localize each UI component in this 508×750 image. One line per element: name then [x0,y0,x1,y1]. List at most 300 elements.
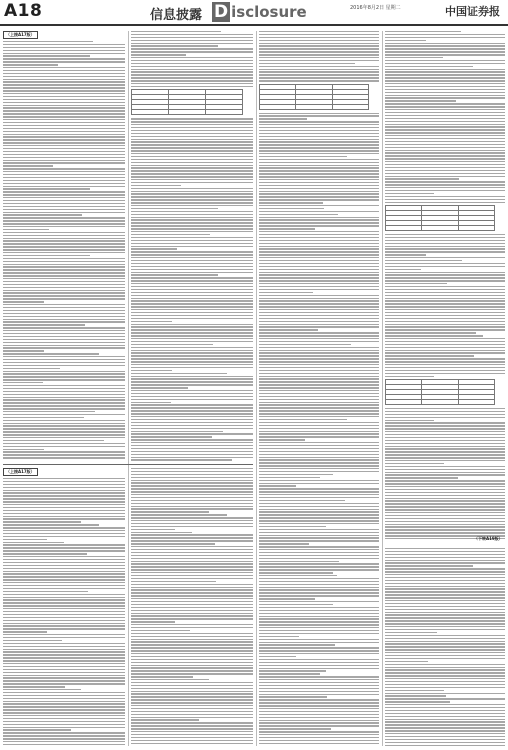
text-line [131,396,253,397]
text-line [131,532,192,533]
text-line [259,361,379,362]
text-line [131,656,253,657]
text-line [385,498,505,499]
text-line [3,255,90,256]
text-line [385,298,505,299]
text-line [3,107,125,108]
text-line [3,342,125,343]
text-line [3,732,125,733]
text-line [259,407,379,408]
text-line [3,171,125,172]
text-line [131,584,253,585]
text-line [385,361,505,362]
text-line [3,576,125,577]
text-line [3,689,81,690]
text-line [385,69,505,70]
text-line [3,556,125,557]
text-line [385,193,434,194]
text-line [385,266,505,267]
text-line [3,440,104,441]
text-line [3,735,125,736]
text-line [259,352,379,353]
text-line [259,500,345,501]
text-line [131,613,253,614]
text-line [385,745,505,746]
text-line [3,640,62,641]
text-line [3,350,44,351]
text-line [259,517,379,518]
text-line [131,312,253,313]
text-line [3,623,125,624]
text-line [3,382,43,383]
text-line [385,92,505,93]
text-line [259,665,379,666]
text-line [3,249,125,250]
text-line [131,480,253,481]
text-line [131,422,253,423]
text-line [131,277,253,278]
text-line [385,612,505,613]
text-line [385,126,505,127]
text-line [131,217,253,218]
text-line [131,243,253,244]
text-line [259,191,379,192]
text-line [259,720,379,721]
text-line [259,549,379,550]
text-line [3,625,125,626]
text-line [3,113,125,114]
text-line [3,504,125,505]
text-line [385,524,505,525]
text-line [259,335,379,336]
text-line [385,260,462,261]
text-line [385,66,473,67]
text-line [131,162,253,163]
continued-to-note: （下转A19版） [474,536,503,541]
text-line [259,442,379,443]
text-line [131,644,253,645]
text-line [3,533,125,534]
text-line [385,109,505,110]
text-line [3,191,125,192]
text-line [131,477,253,478]
text-line [131,173,253,174]
text-line [131,83,253,84]
text-line [131,633,253,634]
text-line [385,486,505,487]
text-line [131,384,253,385]
text-line [385,500,505,501]
text-line [259,272,379,273]
text-line [259,130,379,131]
text-line [259,691,379,692]
text-line [3,206,125,207]
text-line [259,378,379,379]
text-line [385,518,505,519]
text-line [259,410,379,411]
text-line [3,481,125,482]
text-line [385,492,505,493]
text-line [385,272,505,273]
text-line [385,678,505,679]
text-line [385,713,505,714]
text-line [259,188,379,189]
text-line [131,121,253,122]
text-line [385,83,505,84]
text-line [131,537,253,538]
text-line [385,472,505,473]
text-line [131,699,253,700]
text-line [3,675,125,676]
text-line [385,141,505,142]
text-line [259,621,379,622]
text-line [131,199,253,200]
text-line [259,376,379,377]
text-line [3,518,125,519]
text-line [259,595,379,596]
text-line [259,474,333,475]
text-line [385,321,505,322]
text-line [259,367,379,368]
text-line [259,127,379,128]
text-line [131,185,181,186]
text-line [3,180,125,181]
text-line [131,714,253,715]
text-line [131,639,253,640]
text-line [131,399,253,400]
text-line [131,315,253,316]
text-line [3,186,125,187]
section-title-en [212,2,316,22]
text-line [131,329,253,330]
text-line [131,540,253,541]
text-line [259,170,379,171]
text-line [259,569,379,570]
text-line [385,515,505,516]
text-line [259,399,379,400]
text-line [131,702,253,703]
text-line [3,521,81,522]
text-line [259,514,379,515]
text-line [3,232,125,233]
text-line [131,508,253,509]
text-line [259,165,379,166]
text-line [259,69,379,70]
text-line [3,310,125,311]
newspaper-name: 中国证券报 [445,5,500,18]
text-line [259,173,379,174]
text-line [131,601,253,602]
text-line [385,428,505,429]
text-line [131,298,253,299]
text-line [131,682,253,683]
text-line [385,199,505,200]
text-line [131,413,253,414]
text-line [385,672,505,673]
text-line [385,161,505,162]
text-line [385,506,505,507]
text-line [259,222,379,223]
text-line [3,712,125,713]
text-line [131,234,210,235]
text-line [259,381,379,382]
text-line [131,130,253,131]
text-line [385,63,505,64]
text-line [259,133,379,134]
text-line [131,673,253,674]
text-line [3,290,125,291]
text-line [3,151,125,152]
text-line [3,214,82,215]
text-line [259,468,379,469]
text-line [131,653,253,654]
section-title-cn: 信息披露 [150,8,203,23]
text-line [385,603,505,604]
text-line [259,300,379,301]
text-line [385,373,505,374]
text-line [385,355,474,356]
text-line [131,156,253,157]
text-line [259,80,379,81]
text-line [385,695,446,696]
text-line [131,335,253,336]
text-line [259,402,379,403]
text-line [385,483,505,484]
text-line [131,205,253,206]
text-line [3,81,125,82]
text-line [385,716,505,717]
text-line [259,422,379,423]
text-line [131,404,253,405]
text-line [385,237,505,238]
text-line [131,514,227,515]
text-line [385,190,505,191]
text-line [259,136,379,137]
text-line [131,45,218,46]
text-line [3,614,125,615]
text-line [385,277,505,278]
text-line [385,509,505,510]
text-line [259,384,379,385]
text-line [385,100,456,101]
article-column-1-lower [3,468,125,746]
text-line [259,306,379,307]
text-line [385,324,505,325]
text-line [131,77,253,78]
text-line [385,341,505,342]
text-line [385,532,505,533]
text-line [3,197,125,198]
text-line [131,459,232,460]
text-line [259,740,379,741]
text-line [259,483,379,484]
text-line [3,223,125,224]
text-line [385,43,505,44]
text-line [3,449,44,450]
text-line [3,579,125,580]
text-line [3,134,125,135]
article-column-2-lower [131,468,253,746]
text-line [385,187,505,188]
text-line [259,326,379,327]
text-line [131,170,253,171]
text-line [3,55,90,56]
text-line [3,304,125,305]
text-line [385,724,505,725]
text-line [131,667,253,668]
text-line [259,494,379,495]
text-line [3,597,125,598]
text-line [131,318,253,319]
text-line [131,34,253,35]
text-line [131,43,253,44]
text-line [131,37,253,38]
continued-from-label: （上接A17版） [3,31,38,39]
text-line [131,176,253,177]
text-line [3,298,125,299]
text-line [259,219,379,220]
text-line [131,740,253,741]
text-line [385,629,505,630]
text-line [259,162,379,163]
text-line [259,358,379,359]
text-line [131,260,253,261]
text-line [259,488,379,489]
text-line [385,115,505,116]
text-line [131,442,253,443]
text-line [3,423,125,424]
text-line [3,431,125,432]
text-line [259,471,379,472]
text-line [385,315,505,316]
text-line [385,251,505,252]
text-line [131,69,253,70]
text-line [3,487,125,488]
text-line [385,626,505,627]
text-line [3,246,125,247]
text-line [259,543,309,544]
text-line [385,526,505,527]
text-line [131,211,253,212]
text-line [385,158,505,159]
text-line [259,642,379,643]
text-line [131,662,253,663]
text-line [259,497,379,498]
text-line [3,330,125,331]
text-line [385,358,505,359]
article-column-1 [3,31,125,459]
text-line [385,460,505,461]
text-line [131,127,253,128]
text-line [3,669,125,670]
text-line [259,176,379,177]
text-line [131,621,175,622]
text-line [259,618,379,619]
text-line [131,387,188,388]
text-line [259,393,379,394]
text-line [385,257,505,258]
text-line [3,148,125,149]
text-line [131,636,253,637]
text-line [131,324,253,325]
text-line [259,66,379,67]
text-line [259,315,379,316]
text-line [131,428,253,429]
text-line [131,280,253,281]
text-line [259,659,379,660]
text-line [385,170,505,171]
text-line [131,292,253,293]
text-line [259,248,379,249]
text-line [3,368,60,369]
text-line [3,284,125,285]
text-line [3,527,125,528]
text-line [3,217,125,218]
text-line [385,97,505,98]
text-line [131,272,253,273]
text-line [259,465,379,466]
data-table [385,379,495,405]
text-line [3,446,125,447]
text-line [131,393,253,394]
text-line [3,724,125,725]
text-line [259,676,379,677]
text-line [259,647,379,648]
text-line [131,378,253,379]
continued-from-label-lower: （上接A17版） [3,468,38,476]
text-line [259,139,379,140]
text-line [385,574,505,575]
text-line [131,543,215,544]
text-line [131,719,199,720]
text-line [3,136,125,137]
text-line [385,124,505,125]
text-line [131,436,212,437]
text-line [259,48,379,49]
text-line [259,526,326,527]
text-line [131,526,253,527]
text-line [385,129,505,130]
text-line [131,332,253,333]
masthead [0,0,508,26]
text-line [131,295,253,296]
text-line [3,680,125,681]
text-line [385,571,505,572]
text-line [131,711,253,712]
text-line [385,580,505,581]
text-line [259,714,379,715]
text-line [385,667,505,668]
text-line [131,485,253,486]
text-line [385,367,505,368]
text-line [385,733,505,734]
text-line [3,116,125,117]
text-line [259,205,379,206]
text-line [3,212,125,213]
text-line [259,705,379,706]
text-line [259,199,379,200]
text-line [3,90,125,91]
text-line [131,266,253,267]
text-line [259,624,379,625]
text-line [3,651,125,652]
text-line [131,688,253,689]
text-line [385,335,483,336]
text-line [131,552,253,553]
text-line [259,240,379,241]
text-line [131,572,253,573]
text-line [131,471,253,472]
